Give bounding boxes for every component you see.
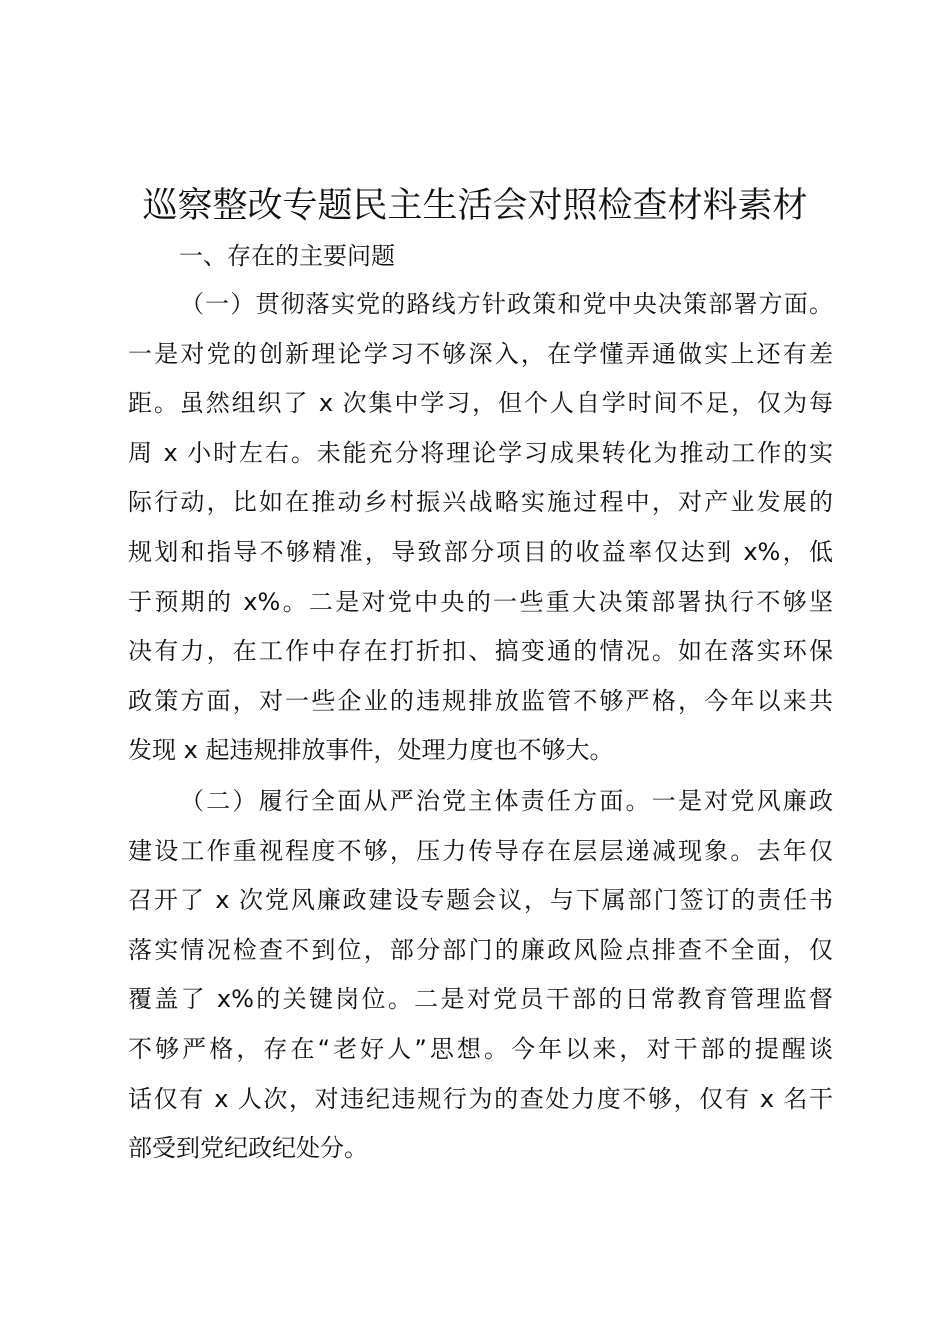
paragraph-line: 召开了 x 次党风廉政建设专题会议，与下属部门签订的责任书 [128, 886, 833, 915]
paragraph-line: 规划和指导不够精准，导致部分项目的收益率仅达到 x%，低 [128, 537, 833, 566]
paragraph-2 [128, 777, 833, 1174]
paragraph-line: 部受到党纪政纪处分。 [128, 1134, 368, 1163]
paragraph-line: 覆盖了 x%的关键岗位。二是对党员干部的日常教育管理监督 [128, 985, 833, 1014]
paragraph-line: 不够严格，存在“老好人”思想。今年以来，对干部的提醒谈 [128, 1034, 833, 1063]
document-title: 巡察整改专题民主生活会对照检查材料素材 [142, 186, 808, 226]
paragraph-line: 政策方面，对一些企业的违规排放监管不够严格，今年以来共 [128, 686, 833, 715]
paragraph-line: 决有力，在工作中存在打折扣、搞变通的情况。如在落实环保 [128, 637, 833, 666]
paragraph-line: 建设工作重视程度不够，压力传导存在层层递减现象。去年仅 [128, 836, 833, 865]
section-heading: 一、存在的主要问题 [179, 242, 395, 270]
paragraph-line: 发现 x 起违规排放事件，处理力度也不够大。 [128, 736, 614, 765]
paragraph-line: 一是对党的创新理论学习不够深入，在学懂弄通做实上还有差 [128, 339, 833, 368]
paragraph-line: 际行动，比如在推动乡村振兴战略实施过程中，对产业发展的 [128, 488, 833, 517]
paragraph-line: 周 x 小时左右。未能充分将理论学习成果转化为推动工作的实 [128, 438, 833, 467]
paragraph-line: 话仅有 x 人次，对违纪违规行为的查处力度不够，仅有 x 名干 [128, 1084, 833, 1113]
paragraph-line: 落实情况检查不到位，部分部门的廉政风险点排查不全面，仅 [128, 935, 833, 964]
paragraph-1 [128, 280, 833, 776]
paragraph-line: 距。虽然组织了 x 次集中学习，但个人自学时间不足，仅为每 [128, 389, 833, 418]
paragraph-line: 于预期的 x%。二是对党中央的一些重大决策部署执行不够坚 [128, 587, 833, 616]
paragraph-line: （二）履行全面从严治党主体责任方面。一是对党风廉政 [180, 787, 833, 815]
paragraph-line: （一）贯彻落实党的路线方针政策和党中央决策部署方面。 [180, 290, 833, 318]
